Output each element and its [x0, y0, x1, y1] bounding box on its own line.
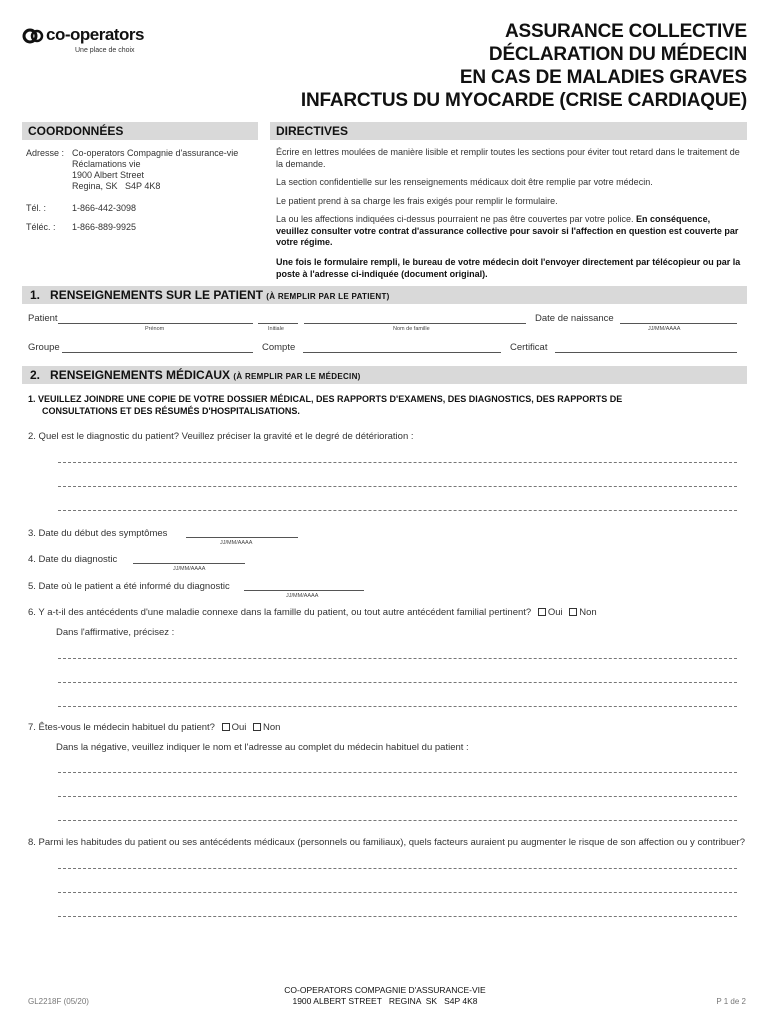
question-6: 6. Y a-t-il des antécédents d'une maladie connexe dans la famille du patient, ou tout autre antécédent familial pertinent? Oui Non [28, 607, 597, 618]
footer-address [0, 985, 770, 1007]
fax-label: Téléc. : [26, 222, 56, 232]
groupe-field[interactable] [62, 352, 253, 353]
question-3: 3. Date du début des symptômes [28, 528, 168, 539]
question-6-sub: Dans l'affirmative, précisez : [56, 627, 175, 638]
dob-format-hint: JJ/MM/AAAA [648, 326, 681, 332]
q6-answer-line-2[interactable] [58, 682, 737, 683]
q7-answer-line-3[interactable] [58, 820, 737, 821]
footer-line-1: CO-OPERATORS COMPAGNIE D'ASSURANCE-VIE [284, 985, 486, 995]
address-label: Adresse : [26, 148, 65, 158]
title-line-3: EN CAS DE MALADIES GRAVES [459, 67, 747, 88]
address-line-4: Regina, SK S4P 4K8 [72, 181, 161, 191]
title-line-4: INFARCTUS DU MYOCARDE (CRISE CARDIAQUE) [300, 90, 747, 111]
patient-last-name-field[interactable] [304, 323, 526, 324]
fax-value: 1-866-889-9925 [72, 222, 137, 232]
q2-answer-line-3[interactable] [58, 510, 737, 511]
tel-label: Tél. : [26, 203, 47, 213]
directive-3: Le patient prend à sa charge les frais exigés pour remplir le formulaire. [276, 196, 558, 206]
footer-line-2: 1900 ALBERT STREET REGINA SK S4P 4K8 [292, 996, 478, 1006]
q5-date-format: JJ/MM/AAAA [286, 593, 319, 599]
logo-tagline: Une place de choix [75, 47, 135, 54]
q3-date-format: JJ/MM/AAAA [220, 540, 253, 546]
form-code: GL2218F (05/20) [28, 997, 89, 1006]
question-2: 2. Quel est le diagnostic du patient? Veuillez préciser la gravité et le degré de détérioration : [28, 431, 414, 442]
directive-1: Écrire en lettres moulées de manière lisible et remplir toutes les sections pour éviter tout retard dans le traitement de la demande. [276, 147, 740, 169]
section-1-header: 1. RENSEIGNEMENTS SUR LE PATIENT (À REMPLIR PAR LE PATIENT) [22, 286, 747, 304]
groupe-label: Groupe [28, 342, 60, 353]
q6-non-label: Non [579, 607, 597, 618]
certificat-label: Certificat [510, 342, 548, 353]
question-7-sub: Dans la négative, veuillez indiquer le nom et l'adresse au complet du médecin habituel du patient : [56, 742, 469, 753]
q6-oui-label: Oui [547, 607, 563, 618]
certificat-field[interactable] [555, 352, 737, 353]
logo-text: co-operators [46, 25, 144, 44]
q6-answer-line-1[interactable] [58, 658, 737, 659]
compte-label: Compte [262, 342, 296, 353]
dob-label: Date de naissance [535, 313, 614, 324]
address-line-3: 1900 Albert Street [72, 170, 145, 180]
q6-answer-line-3[interactable] [58, 706, 737, 707]
q7-non-label: Non [263, 722, 281, 733]
address-line-1: Co-operators Compagnie d'assurance-vie [72, 148, 239, 158]
compte-field[interactable] [303, 352, 501, 353]
question-7: 7. Êtes-vous le médecin habituel du patient? Oui Non [28, 722, 281, 733]
q4-date-format: JJ/MM/AAAA [173, 566, 206, 572]
symptom-onset-date-field[interactable] [186, 537, 298, 538]
q7-answer-line-1[interactable] [58, 772, 737, 773]
q2-answer-line-2[interactable] [58, 486, 737, 487]
question-8: 8. Parmi les habitudes du patient ou ses antécédents médicaux (personnels ou familiaux), quels facteurs auraient pu augmenter le risque de son affection ou y contribuer? [28, 837, 745, 848]
question-1-cont: CONSULTATIONS ET DES RÉSUMÉS D'HOSPITALISATIONS. [42, 406, 300, 416]
q8-answer-line-3[interactable] [58, 916, 737, 917]
directive-2: La section confidentielle sur les renseignements médicaux doit être remplie par votre médecin. [276, 177, 653, 187]
question-5: 5. Date où le patient a été informé du diagnostic [28, 581, 230, 592]
question-4: 4. Date du diagnostic [28, 554, 118, 565]
q7-oui-label: Oui [231, 722, 247, 733]
dob-field[interactable] [620, 323, 737, 324]
patient-label: Patient [28, 313, 58, 324]
patient-initial-field[interactable] [258, 323, 298, 324]
company-logo [22, 22, 172, 62]
q7-non-checkbox[interactable] [253, 723, 261, 731]
address-line-2: Réclamations vie [72, 159, 141, 169]
patient-first-name-field[interactable] [58, 323, 253, 324]
question-1: 1. VEUILLEZ JOINDRE UNE COPIE DE VOTRE DOSSIER MÉDICAL, DES RAPPORTS D'EXAMENS, DES DIAGNOSTICS, DES RAPPORTS DE [28, 394, 623, 404]
q6-non-checkbox[interactable] [569, 608, 577, 616]
directives-header: DIRECTIVES [270, 122, 747, 140]
coordonnees-header: COORDONNÉES [22, 122, 258, 140]
directive-4: La ou les affections indiquées ci-dessus pourraient ne pas être couvertes par votre police. En conséquence, veuillez consulter votre contrat d'assurance collective pour savoir si l'affection en question est couverte par votre régime. [276, 214, 739, 247]
section-2-header: 2. RENSEIGNEMENTS MÉDICAUX (À REMPLIR PAR LE MÉDECIN) [22, 366, 747, 384]
informed-date-field[interactable] [244, 590, 364, 591]
q7-oui-checkbox[interactable] [222, 723, 230, 731]
title-line-2: DÉCLARATION DU MÉDECIN [488, 44, 747, 65]
page-number: P 1 de 2 [716, 997, 746, 1006]
initiale-hint: Initiale [268, 326, 284, 332]
q6-oui-checkbox[interactable] [538, 608, 546, 616]
q8-answer-line-2[interactable] [58, 892, 737, 893]
title-line-1: ASSURANCE COLLECTIVE [505, 21, 747, 42]
prenom-hint: Prénom [145, 326, 165, 332]
form-title [301, 20, 747, 112]
directive-5: Une fois le formulaire rempli, le bureau de votre médecin doit l'envoyer directement par télécopieur ou par la poste à l'adresse ci-indiquée (document original). [276, 257, 741, 279]
tel-value: 1-866-442-3098 [72, 203, 137, 213]
q8-answer-line-1[interactable] [58, 868, 737, 869]
logo-mark-icon [22, 25, 44, 47]
address-block [0, 148, 260, 196]
q7-answer-line-2[interactable] [58, 796, 737, 797]
diagnosis-date-field[interactable] [133, 563, 245, 564]
nom-hint: Nom de famille [393, 326, 430, 332]
q2-answer-line-1[interactable] [58, 462, 737, 463]
